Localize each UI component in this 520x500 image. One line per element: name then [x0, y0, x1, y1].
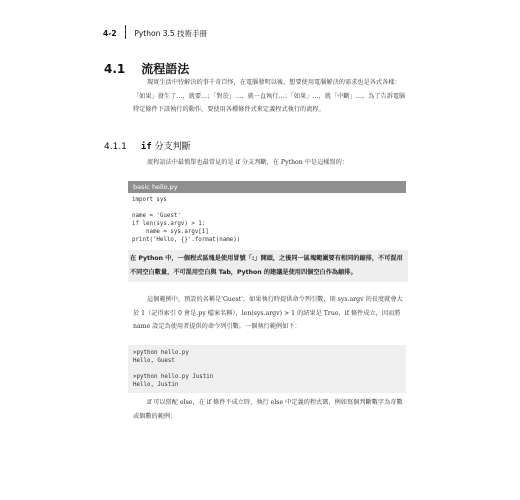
page-header	[103, 27, 207, 41]
section-heading	[104, 60, 189, 77]
subsection-heading	[104, 139, 191, 152]
subsection-keyword: if	[140, 142, 152, 152]
section-title: 流程語法	[141, 62, 190, 76]
book-title: Python 3.5 技術手冊	[134, 29, 208, 38]
section-number: 4.1	[104, 62, 126, 76]
indentation-note: 在 Python 中，一個程式區塊是使用冒號「:」開頭，之後同一區塊範圍要有相同的縮排，不可混用不同空白數量，不可混用空白與 Tab，Python 的建議是使用四個空白作為縮排。	[128, 250, 408, 282]
code-listing-caption: basic hello.py	[128, 181, 406, 193]
section-intro-paragraph: 現實生活中待解決的事千奇百怪，在電腦發明以後，想要使用電腦解決的需求也是各式各樣：「如果」發生了…，就要…；「對於」…，就一直執行…；「如果」…，就「中斷」…。為了告訴電腦特定條件下該執行的動作，要使用各種條件式來定義程式執行的流程。	[133, 79, 406, 114]
explanation-paragraph: 這個範例中，預設的名稱是'Guest'，如果執行時提供命令列引數，則 sys.argv 的長度就會大於 1（記得索引 0 會是.py 檔案名稱），len(sys.argv) > 1 的結果是 True，if 條件成立，因而將 name 設定為使用者提供的命令列引數。一個執行範例如下：	[133, 296, 403, 331]
console-output-block	[128, 345, 406, 393]
page-number: 4-2	[103, 29, 117, 38]
subsection-number: 4.1.1	[104, 142, 127, 152]
header-divider	[125, 25, 126, 39]
subsection-intro-paragraph: 流程語法中最簡單也最常見的是 if 分支判斷，在 Python 中是這樣寫的：	[147, 159, 349, 166]
code-listing-hello	[128, 181, 406, 248]
else-intro-paragraph: if 可以搭配 else，在 if 條件不成立時，執行 else 中定義的程式碼，例如寫個判斷數字為奇數或偶數的範例：	[133, 399, 403, 420]
console-output-body: >python hello.py Hello, Guest >python hello.py Justin Hello, Justin	[128, 345, 406, 393]
subsection-title: 分支判斷	[154, 142, 191, 152]
code-listing-body: import sys name = 'Guest' if len(sys.argv) > 1: name = sys.argv[1] print('Hello, {}'.format(name))	[128, 193, 406, 248]
